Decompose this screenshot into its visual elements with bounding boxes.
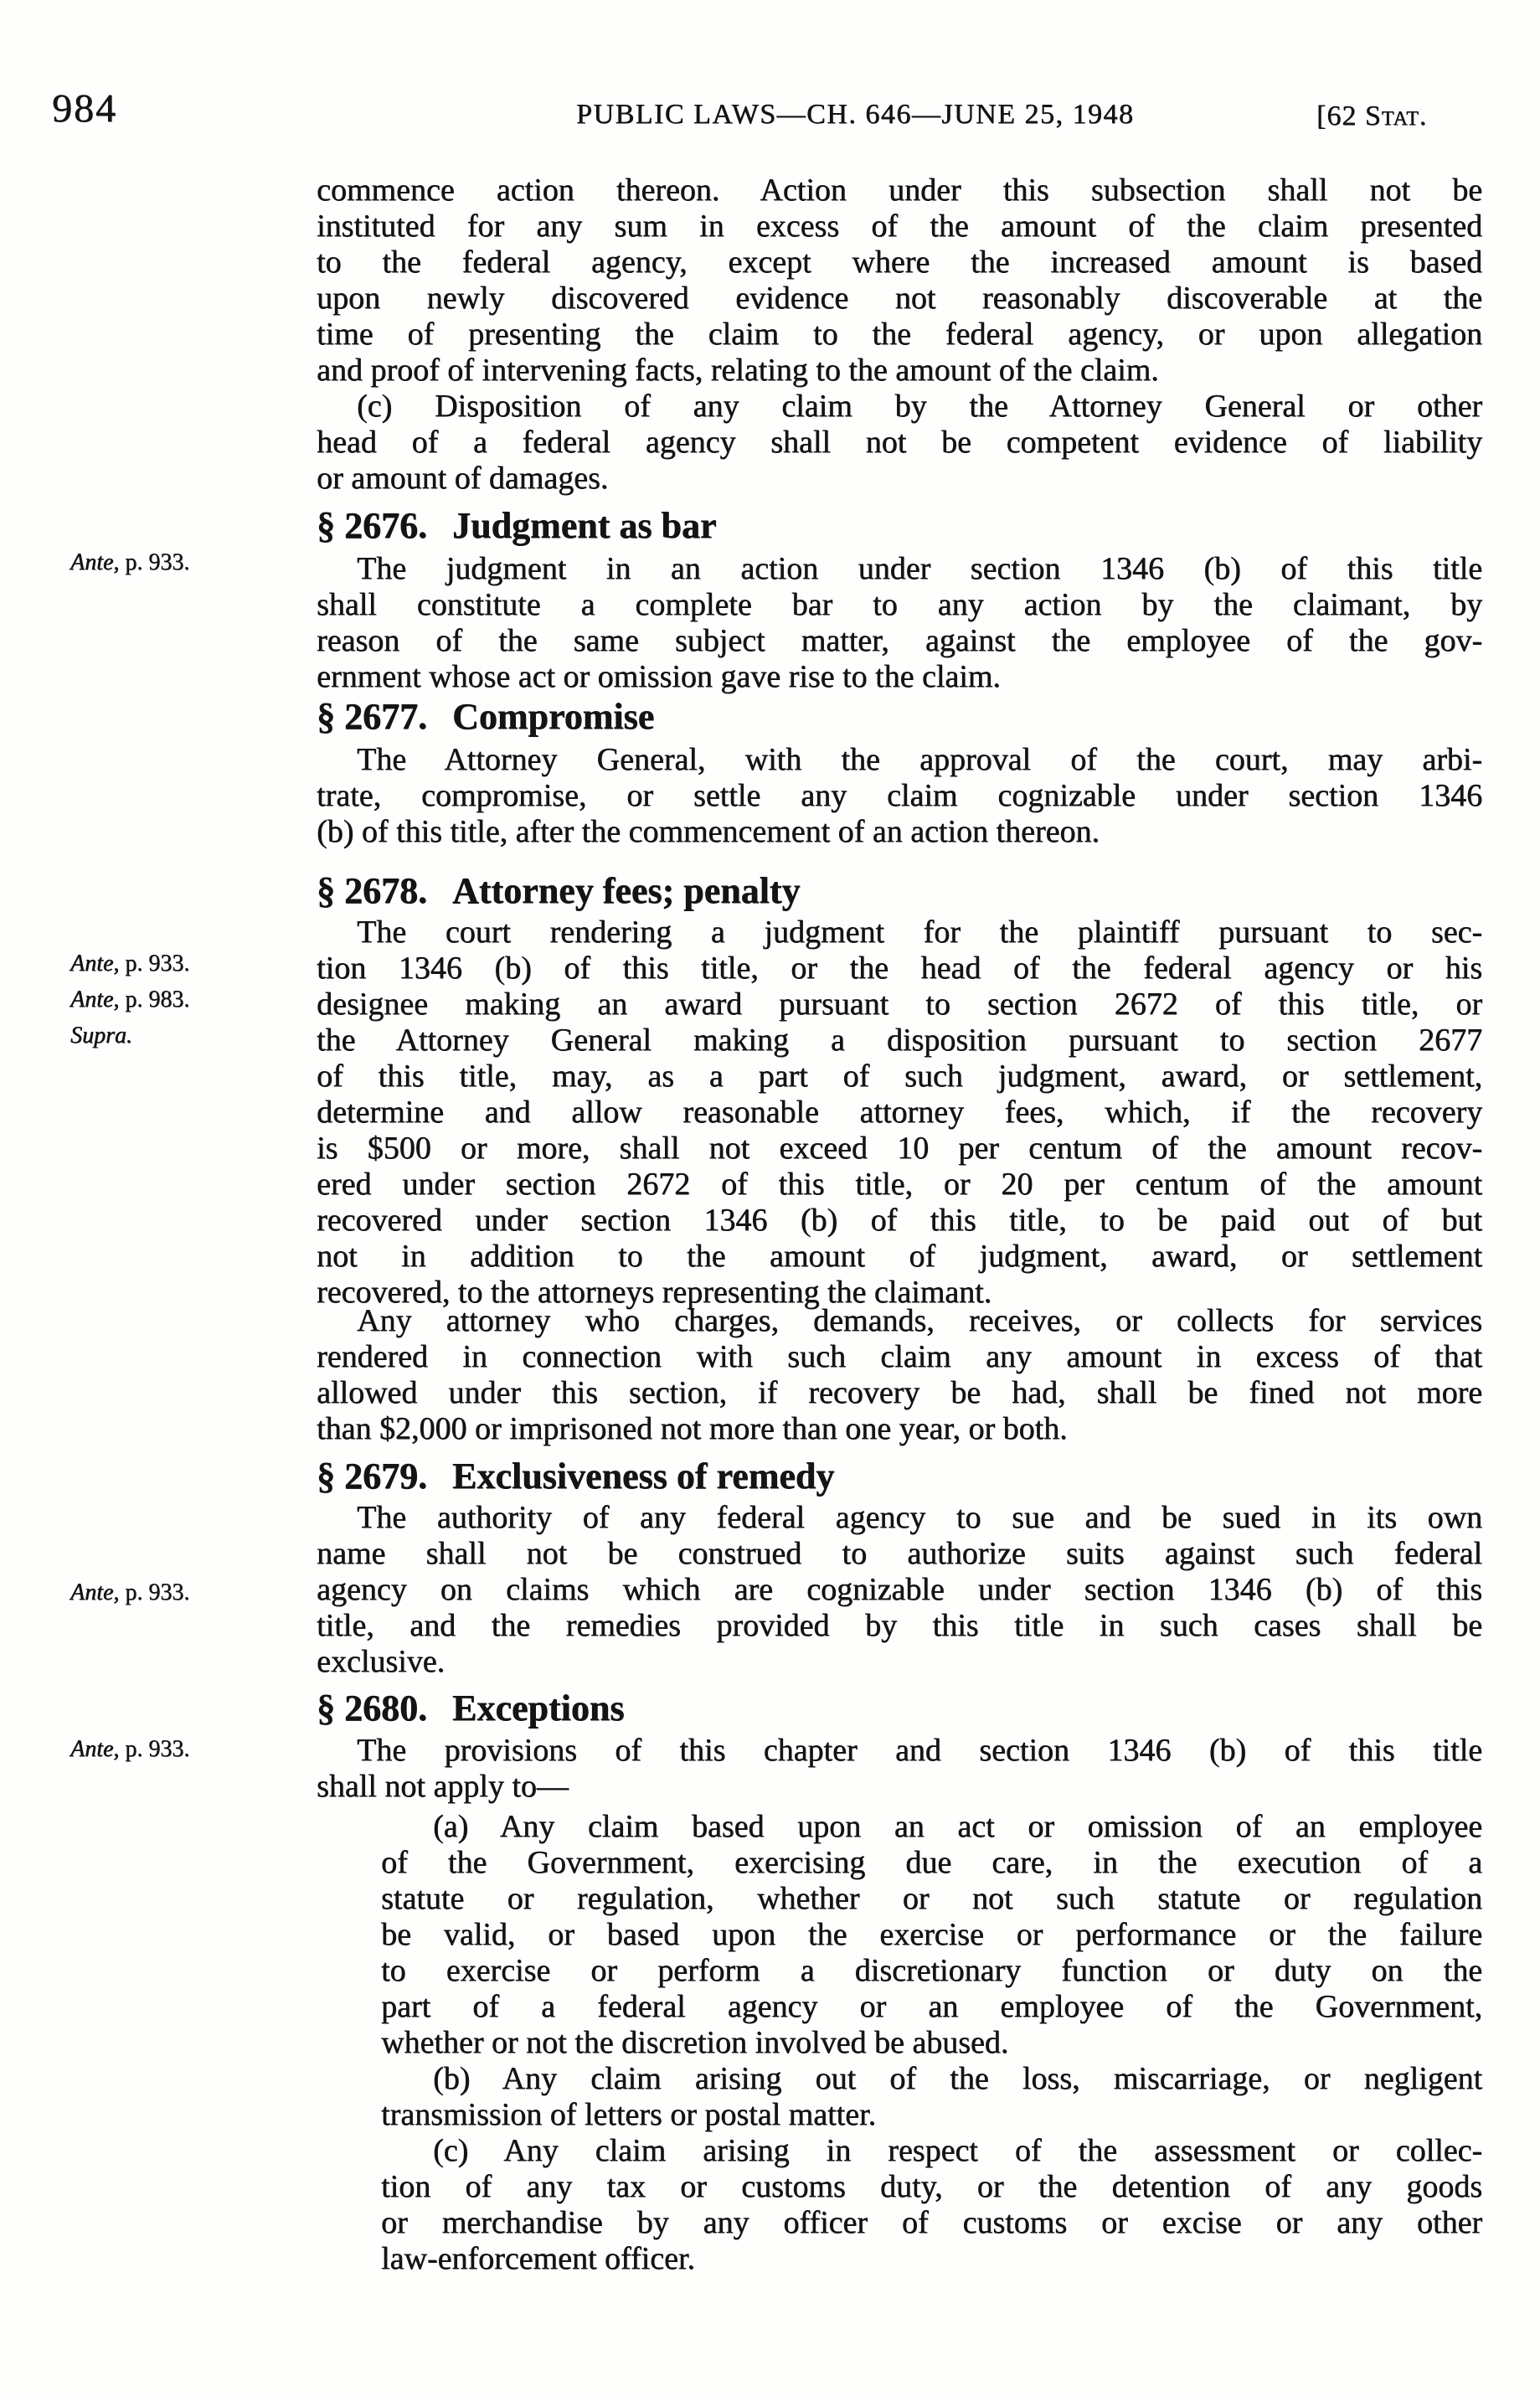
margin-note-citation: Ante, xyxy=(70,1736,120,1762)
text-line: (b) Any claim arising out of the loss, miscarriage, or negligent xyxy=(433,2061,1482,2096)
margin-note-page: p. 933. xyxy=(119,549,190,575)
text-line: designee making an award pursuant to section 2672 of this title, or xyxy=(317,987,1482,1022)
section-title: Exclusiveness of remedy xyxy=(452,1456,835,1497)
text-line: shall constitute a complete bar to any action by the claimant, by xyxy=(317,587,1482,622)
text-line: tion of any tax or customs duty, or the detention of any goods xyxy=(381,2169,1482,2204)
text-line: instituted for any sum in excess of the amount of the claim presented xyxy=(317,209,1482,244)
margin-note-citation: Ante, xyxy=(70,987,120,1013)
text-line: head of a federal agency shall not be competent evidence of liability xyxy=(317,425,1482,460)
text-line: exclusive. xyxy=(317,1644,446,1679)
text-line: name shall not be construed to authorize suits against such federal xyxy=(317,1536,1482,1571)
section-title: Compromise xyxy=(452,696,655,737)
text-line: The provisions of this chapter and section 1346 (b) of this title xyxy=(357,1733,1482,1768)
margin-note xyxy=(70,1735,306,1764)
margin-note xyxy=(70,950,306,978)
margin-note-citation: Supra. xyxy=(70,1023,132,1049)
text-line: recovered, to the attorneys representing the claimant. xyxy=(317,1275,992,1310)
text-line: transmission of letters or postal matter. xyxy=(381,2097,877,2132)
margin-note-citation: Ante, xyxy=(70,549,120,575)
margin-note-page: p. 933. xyxy=(119,951,190,976)
section-heading xyxy=(317,869,800,912)
text-line: rendered in connection with such claim any amount in excess of that xyxy=(317,1339,1482,1374)
text-line: law-enforcement officer. xyxy=(381,2241,695,2276)
text-line: tion 1346 (b) of this title, or the head of the federal agency or his xyxy=(317,951,1482,986)
text-line: or merchandise by any officer of customs or excise or any other xyxy=(381,2205,1482,2240)
text-line: Any attorney who charges, demands, receives, or collects for services xyxy=(357,1303,1482,1338)
section-number: § 2679. xyxy=(317,1456,427,1497)
text-line: shall not apply to— xyxy=(317,1769,569,1804)
section-title: Exceptions xyxy=(452,1688,625,1729)
text-line: (c) Disposition of any claim by the Attorney General or other xyxy=(357,389,1482,424)
margin-note-citation: Ante, xyxy=(70,1579,120,1605)
section-number: § 2676. xyxy=(317,505,427,546)
paragraph xyxy=(317,173,1482,389)
text-line: the Attorney General making a disposition pursuant to section 2677 xyxy=(317,1023,1482,1058)
paragraph xyxy=(381,2061,1482,2133)
text-line: to exercise or perform a discretionary function or duty on the xyxy=(381,1953,1482,1988)
text-line: recovered under section 1346 (b) of this title, to be paid out of but xyxy=(317,1203,1482,1238)
text-line: to the federal agency, except where the increased amount is based xyxy=(317,245,1482,280)
text-line: (c) Any claim arising in respect of the assessment or collec- xyxy=(433,2133,1482,2168)
paragraph xyxy=(317,742,1482,850)
text-line: agency on claims which are cognizable under section 1346 (b) of this xyxy=(317,1572,1482,1607)
paragraph xyxy=(317,1733,1482,1805)
margin-note-page: p. 983. xyxy=(119,987,190,1013)
paragraph xyxy=(317,389,1482,497)
section-heading xyxy=(317,1455,834,1497)
text-line: of the Government, exercising due care, in the execution of a xyxy=(381,1845,1482,1880)
text-line: determine and allow reasonable attorney fees, which, if the recovery xyxy=(317,1095,1482,1130)
text-line: part of a federal agency or an employee of the Government, xyxy=(381,1989,1482,2024)
stat-volume-ref: [62 Stat. xyxy=(1316,100,1428,131)
section-number: § 2677. xyxy=(317,696,427,737)
text-line: upon newly discovered evidence not reasonably discoverable at the xyxy=(317,281,1482,316)
text-line: The Attorney General, with the approval of the court, may arbi- xyxy=(357,742,1482,777)
text-line: (a) Any claim based upon an act or omission of an employee xyxy=(433,1809,1482,1844)
margin-note xyxy=(70,1579,306,1607)
text-line: title, and the remedies provided by this title in such cases shall be xyxy=(317,1608,1482,1643)
section-heading xyxy=(317,504,716,547)
section-number: § 2678. xyxy=(317,870,427,911)
paragraph xyxy=(381,1809,1482,2061)
paragraph xyxy=(317,1500,1482,1680)
text-line: reason of the same subject matter, against the employee of the gov- xyxy=(317,623,1482,658)
text-line: and proof of intervening facts, relating to the amount of the claim. xyxy=(317,353,1159,388)
margin-note xyxy=(70,549,306,577)
paragraph xyxy=(317,551,1482,695)
text-line: The court rendering a judgment for the plaintiff pursuant to sec- xyxy=(357,915,1482,950)
text-line: of this title, may, as a part of such judgment, award, or settlement, xyxy=(317,1059,1482,1094)
paragraph xyxy=(317,915,1482,1311)
text-line: not in addition to the amount of judgment, award, or settlement xyxy=(317,1239,1482,1274)
margin-note-page: p. 933. xyxy=(119,1736,190,1762)
text-line: than $2,000 or imprisoned not more than one year, or both. xyxy=(317,1411,1068,1446)
text-line: commence action thereon. Action under this subsection shall not be xyxy=(317,173,1482,208)
page-number: 984 xyxy=(52,86,117,131)
text-line: The judgment in an action under section 1346 (b) of this title xyxy=(357,551,1482,586)
text-line: be valid, or based upon the exercise or performance or the failure xyxy=(381,1917,1482,1952)
margin-note xyxy=(70,1022,306,1050)
section-title: Judgment as bar xyxy=(452,505,717,546)
section-title: Attorney fees; penalty xyxy=(452,870,801,911)
text-line: allowed under this section, if recovery be had, shall be fined not more xyxy=(317,1375,1482,1410)
section-heading xyxy=(317,695,654,738)
margin-note xyxy=(70,986,306,1014)
margin-note-page: p. 933. xyxy=(119,1579,190,1605)
text-line: time of presenting the claim to the federal agency, or upon allegation xyxy=(317,317,1482,352)
text-line: whether or not the discretion involved be abused. xyxy=(381,2025,1009,2060)
text-line: or amount of damages. xyxy=(317,461,609,496)
running-head: PUBLIC LAWS—CH. 646—JUNE 25, 1948 xyxy=(576,99,1135,130)
paragraph xyxy=(317,1303,1482,1447)
text-line: statute or regulation, whether or not such statute or regulation xyxy=(381,1881,1482,1916)
text-line: trate, compromise, or settle any claim cognizable under section 1346 xyxy=(317,778,1482,813)
text-line: is $500 or more, shall not exceed 10 per centum of the amount recov- xyxy=(317,1131,1482,1166)
margin-note-citation: Ante, xyxy=(70,951,120,976)
text-line: The authority of any federal agency to sue and be sued in its own xyxy=(357,1500,1482,1535)
text-line: ered under section 2672 of this title, or 20 per centum of the amount xyxy=(317,1167,1482,1202)
paragraph xyxy=(381,2133,1482,2277)
section-number: § 2680. xyxy=(317,1688,427,1729)
text-line: (b) of this title, after the commencement of an action thereon. xyxy=(317,814,1100,849)
text-line: ernment whose act or omission gave rise to the claim. xyxy=(317,659,1001,694)
section-heading xyxy=(317,1687,624,1729)
